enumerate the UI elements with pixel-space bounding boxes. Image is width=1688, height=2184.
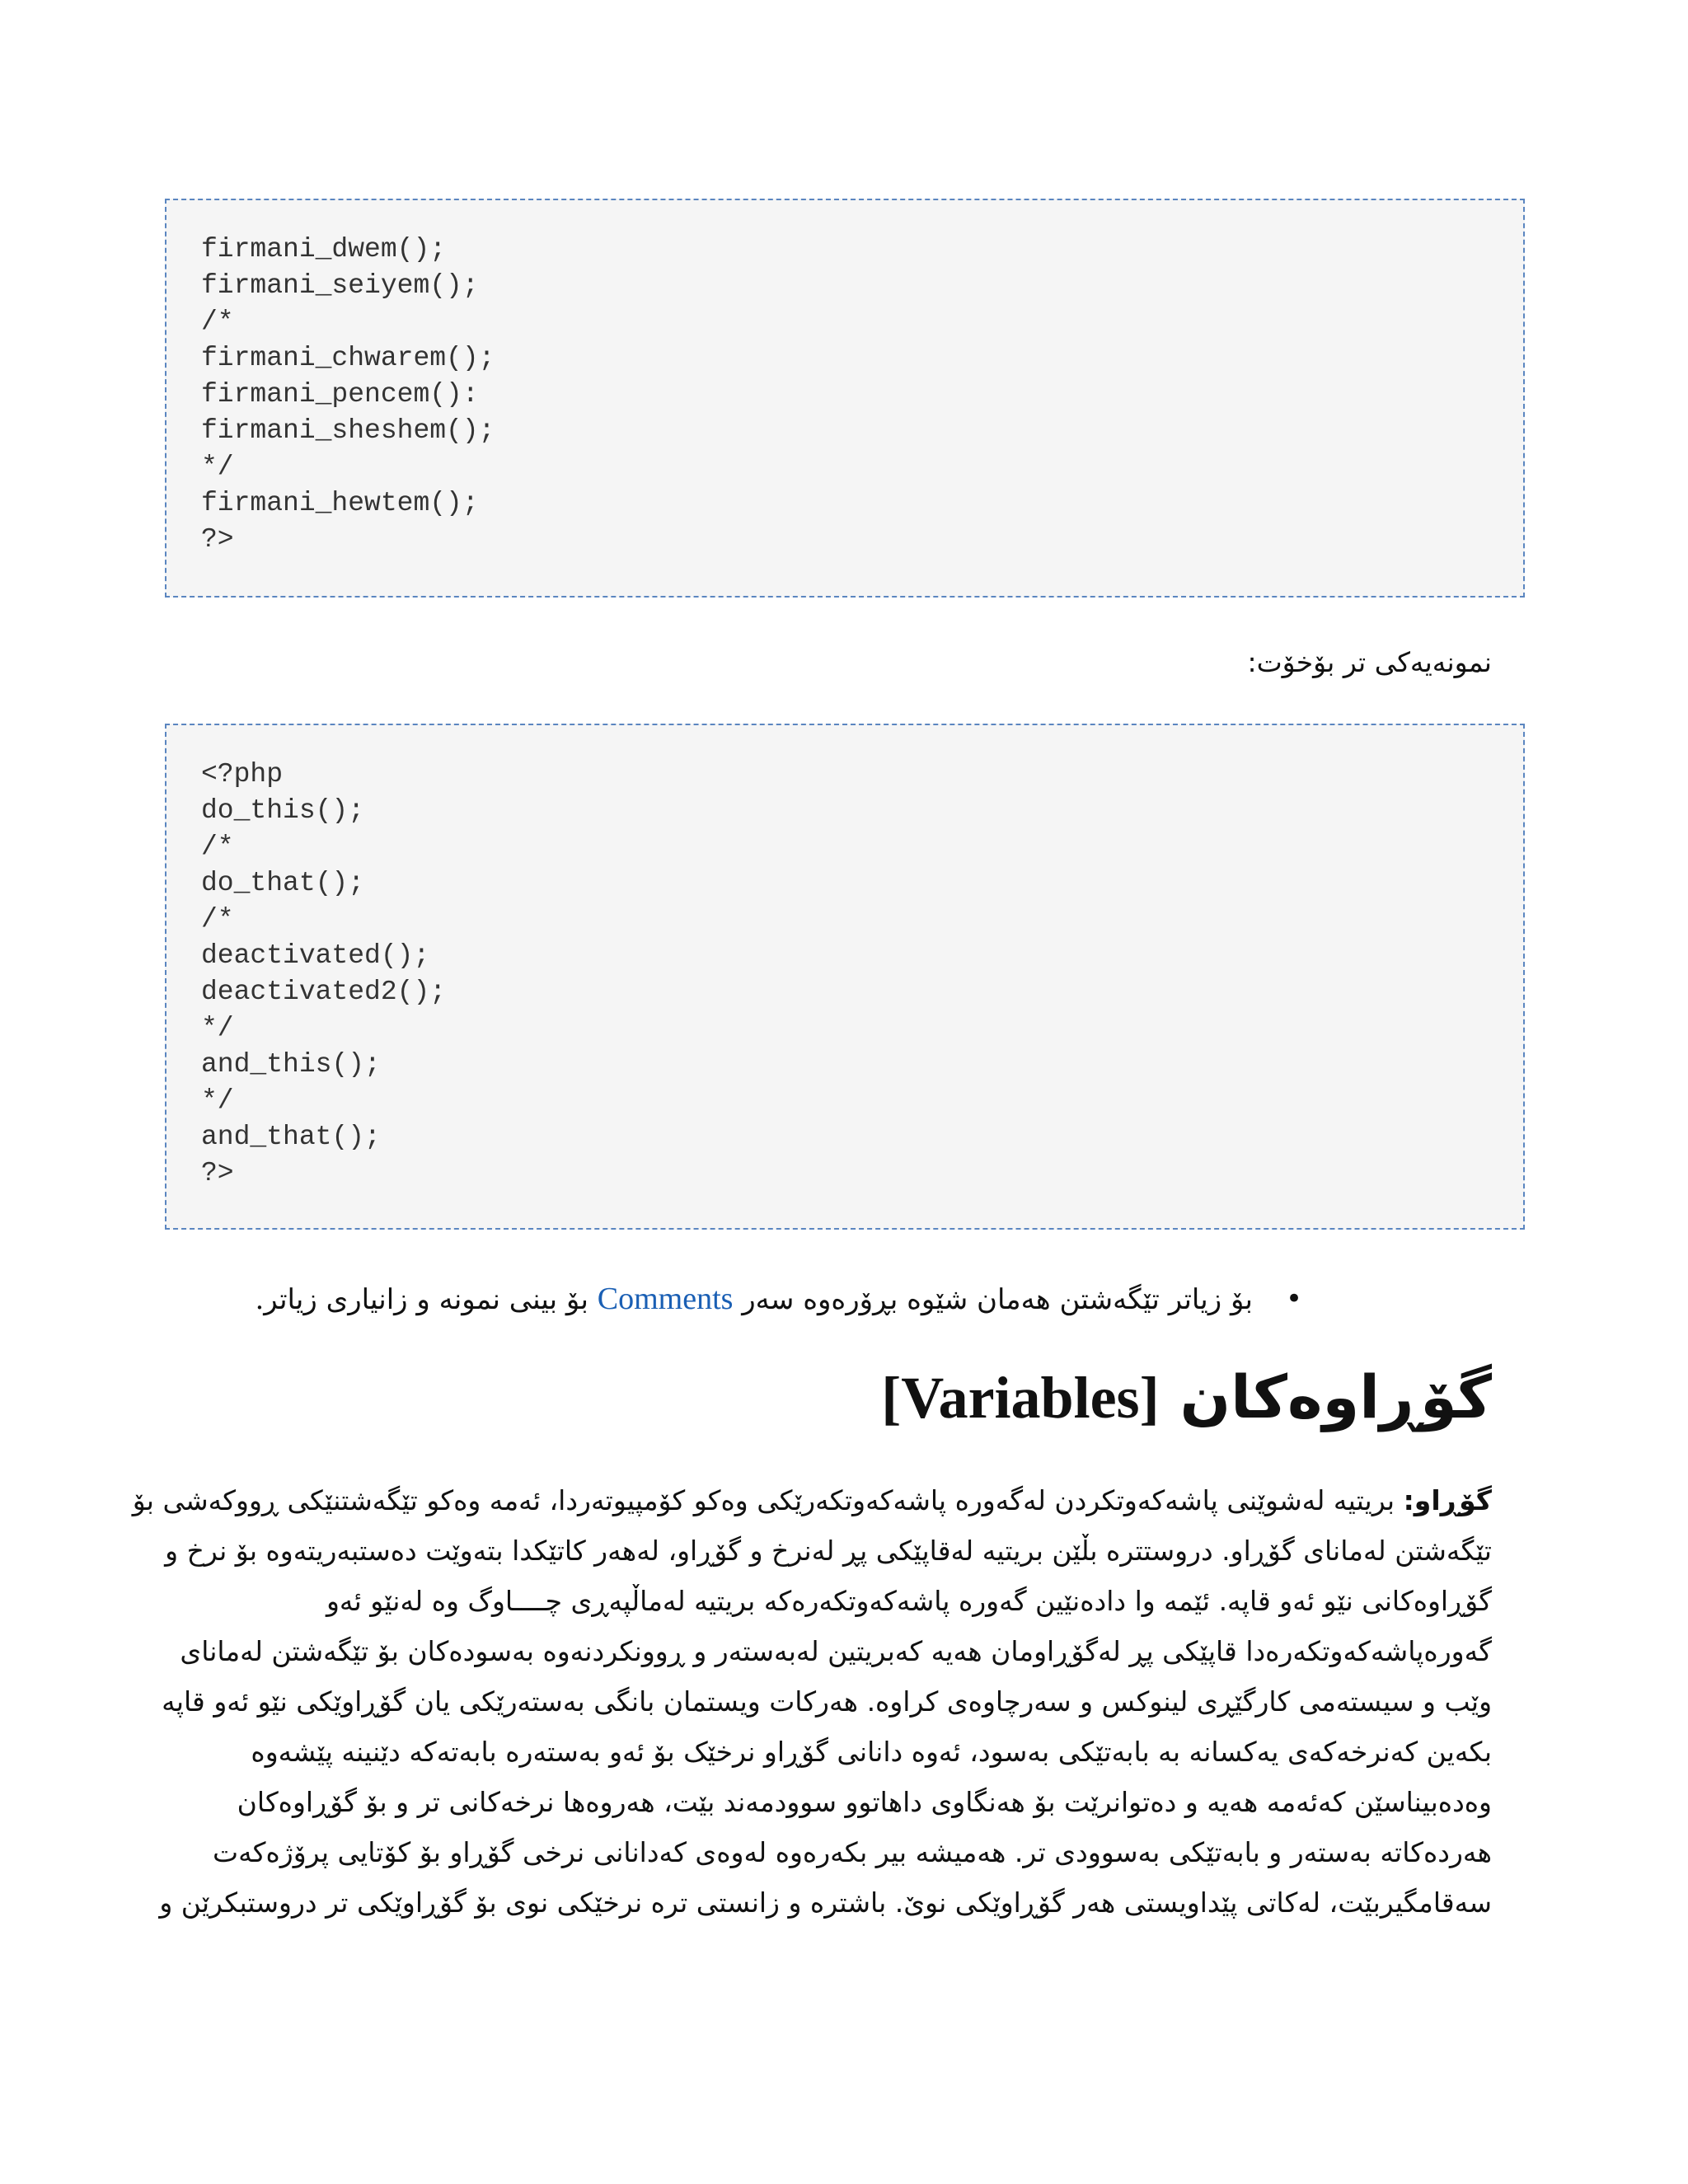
code-line: deactivated2(); bbox=[201, 977, 447, 1007]
intro-text: نمونەیەکی تر بۆخۆت: bbox=[1247, 646, 1492, 678]
code-line: and_this(); bbox=[201, 1049, 381, 1080]
code-line: */ bbox=[201, 1085, 234, 1116]
section-heading bbox=[165, 1356, 1492, 1439]
code-block-2 bbox=[165, 724, 1525, 1230]
code-line: firmani_hewtem(); bbox=[201, 488, 479, 518]
code-line: */ bbox=[201, 452, 234, 482]
paragraph-line: وێب و سیستەمی کارگێڕی لینوکس و سەرچاوەی کراوە. هەرکات ویستمان بانگی بەستەرێکی یان گۆڕاوێکی نێو ئەو قاپە bbox=[162, 1685, 1492, 1718]
code-line: */ bbox=[201, 1013, 234, 1043]
paragraph-text: بریتیە لەشوێنی پاشەکەوتکردن لەگەورە پاشەکەوتکەرێکی وەکو کۆمپیوتەردا، ئەمە وەکو تێگەشتنێکی ڕووکەشی بۆ bbox=[132, 1484, 1404, 1516]
paragraph-line: تێگەشتن لەمانای گۆڕاو. دروستترە بڵێن بریتیە لەقاپێکی پڕ لەنرخ و گۆڕاو، لەهەر کاتێکدا بتەوێت دەستبەریتەوە بۆ نرخ و bbox=[165, 1535, 1492, 1567]
paragraph-line: گۆڕاوەکانی نێو ئەو قاپە. ئێمە وا دادەنێین گەورە پاشەکەوتکەرەکە بریتیە لەماڵپەڕی چــــاوگ وە لەنێو ئەو bbox=[326, 1585, 1492, 1617]
heading-kurdish: گۆڕاوەکان bbox=[1179, 1362, 1492, 1432]
bullet-text-before: بۆ زیاتر تێگەشتن هەمان شێوە بڕۆرەوە سەر bbox=[733, 1283, 1253, 1316]
code-line: firmani_seiyem(); bbox=[201, 270, 479, 301]
code-line: do_that(); bbox=[201, 868, 365, 898]
code-block-1 bbox=[165, 199, 1525, 598]
code-line: do_this(); bbox=[201, 795, 365, 826]
bullet-text-after: بۆ بینی نمونە و زانیاری زیاتر. bbox=[255, 1283, 598, 1316]
code-line: /* bbox=[201, 904, 234, 935]
code-line: /* bbox=[201, 832, 234, 862]
code-line: firmani_sheshem(); bbox=[201, 415, 495, 446]
code-line: /* bbox=[201, 307, 234, 337]
paragraph-line: وەدەبیناسێن کەئەمە هەیە و دەتوانرێت بۆ هەنگاوی داهاتوو سوودمەند بێت، هەروەها نرخەکانی تر و بۆ گۆڕاوەکان bbox=[237, 1786, 1492, 1818]
bullet-text bbox=[165, 1277, 1253, 1321]
paragraph-line: گەورەپاشەکەوتکەرەدا قاپێکی پڕ لەگۆڕاومان هەیە کەبریتین لەبەستەر و ڕوونکردنەوە بەسودەکان بۆ تێگەشتن لەمانای bbox=[180, 1635, 1492, 1667]
term-label: گۆڕاو: bbox=[1403, 1484, 1492, 1516]
code-line: deactivated(); bbox=[201, 940, 430, 971]
code-line: firmani_dwem(); bbox=[201, 234, 447, 265]
bullet-marker: • bbox=[1285, 1282, 1302, 1315]
paragraph-line bbox=[132, 1475, 1492, 1526]
body-paragraph bbox=[132, 1475, 1492, 1928]
paragraph-line: هەردەکاتە بەستەر و بابەتێکی بەسوودی تر. هەمیشە بیر بکەرەوە لەوەی کەدانانی نرخی گۆڕاو بۆ کۆتایی پرۆژەکەت bbox=[213, 1836, 1492, 1868]
heading-latin: [Variables] bbox=[881, 1365, 1160, 1431]
code-line: ?> bbox=[201, 524, 234, 555]
bullet-list-item bbox=[165, 1277, 1302, 1321]
paragraph-line: سەقامگیربێت، لەکاتی پێداویستی هەر گۆڕاوێکی نوێ. باشترە و زانستی ترە نرخێکی نوی بۆ گۆڕاوێکی تر دروستبکرێن و bbox=[159, 1886, 1492, 1919]
code-line: <?php bbox=[201, 759, 284, 790]
code-line: ?> bbox=[201, 1158, 234, 1188]
code-line: and_that(); bbox=[201, 1122, 381, 1152]
code-line: firmani_pencem(): bbox=[201, 379, 479, 410]
code-line: firmani_chwarem(); bbox=[201, 343, 495, 373]
paragraph-line: بکەین کەنرخەکەی یەکسانە بە بابەتێکی بەسود، ئەوە دانانی گۆڕاو نرخێک بۆ ئەو بەستەرە بابەتەکە دێنینە پێشەوە bbox=[251, 1736, 1492, 1768]
comments-link[interactable]: Comments bbox=[597, 1282, 734, 1316]
